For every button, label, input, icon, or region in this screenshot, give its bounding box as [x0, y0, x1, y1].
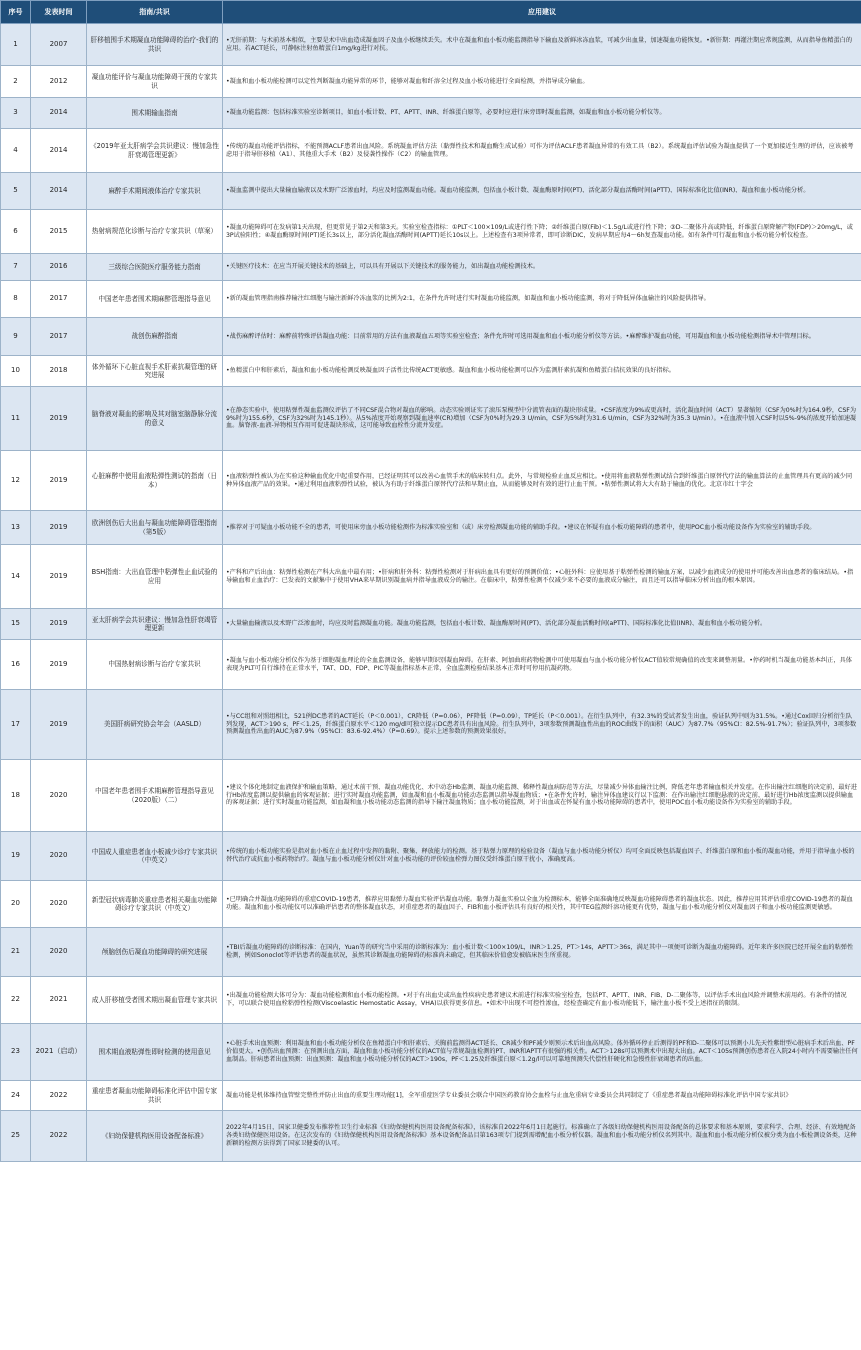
- table-row: [1, 387, 861, 451]
- row-recommendation: •凝血功能监测：包括标准实验室诊断项目，如血小板计数、PT、APTT、INR、纤维蛋白原等，必要时应进行床旁即时凝血监测，如凝血和血小板功能分析仪等。: [223, 98, 861, 129]
- table-row: [1, 129, 861, 173]
- row-guideline-title: 围术期输血指南: [87, 98, 223, 129]
- row-guideline-title: 中国老年患者围手术期麻醉管理指导意见（2020版）（二）: [87, 760, 223, 832]
- row-recommendation: 凝血功能是机体维持血管壁完整性并防止出血的重要生理功能[1]，全军重症医学专业委员会联合中国医药教育协会血栓与止血危重病专业委员会共同制定了《重症患者凝血功能障碍标准化评估中国专家共识》: [223, 1081, 861, 1111]
- row-guideline-title: 美国肝病研究协会年会（AASLD）: [87, 690, 223, 760]
- row-number: 16: [1, 640, 31, 690]
- row-recommendation: •凝血功能障碍可在发病第1天出现，但更常见于第2天和第3天。实验室检查指标：①PLT＜100×109/L或进行性下降；②纤维蛋白原(Fib)＜1.5g/L或进行性下降；③D-二聚体升高或降低，纤维蛋白原降解产物(FDP)＞20mg/L，或3P试验阳性；④凝血酶原时间(PT)延长3s以上，部分活化凝血活酶时间(APTT)延长10s以上。上述检查有3项异常者，即可诊断DIC，发病早期应每4～6h复查凝血功能。如有条件可行凝血和血小板功能分析仪检查。: [223, 210, 861, 254]
- row-number: 8: [1, 281, 31, 318]
- row-guideline-title: 围术期血液粘弹性即时检测的使用意见: [87, 1024, 223, 1081]
- row-number: 12: [1, 451, 31, 511]
- table-row: [1, 1111, 861, 1162]
- row-recommendation: •关键医疗技术：在应当开展关键技术的基础上，可以具有开展以下关键技术的服务能力，如出凝血功能检测技术。: [223, 254, 861, 281]
- row-guideline-title: 成人肝移植受者围术期出凝血管理专家共识: [87, 977, 223, 1024]
- row-number: 25: [1, 1111, 31, 1162]
- row-number: 19: [1, 832, 31, 881]
- row-number: 10: [1, 356, 31, 387]
- row-year: 2020: [31, 832, 87, 881]
- row-guideline-title: 体外循环下心脏直视手术肝素抗凝管理的研究进展: [87, 356, 223, 387]
- row-year: 2019: [31, 451, 87, 511]
- row-year: 2022: [31, 1111, 87, 1162]
- row-year: 2015: [31, 210, 87, 254]
- row-number: 1: [1, 24, 31, 66]
- table-row: [1, 545, 861, 609]
- header-number: 序号: [1, 1, 31, 24]
- table-row: [1, 977, 861, 1024]
- row-number: 11: [1, 387, 31, 451]
- row-recommendation: •建议个体化地制定血液保护和输血策略，通过术前干预、凝血功能优化、术中动态Hb监测、凝血功能监测、稀释性凝血病防范等方法，尽量减少异体血输注比例，降低老年患者输血相关并发症。在作出输注红细胞的决定前，最好进行Hb浓度监测以提供输血的客观证据；进行实时凝血功能监测，如血凝和血小板凝血功能动态监测以指导凝血物质；•在条件允许时，输注异体血建议行以下监测：在作出输注红细胞悬液的决定前，最好进行Hb浓度监测以提供输血的客观证据；进行实时凝血功能监测，如血凝和血小板功能动态监测的指导下输注凝血物质；血小板功能监测，对于出血或在怀疑有血小板功能障碍的患者中，使用POC血小板功能设备作为实验室的辅助手段。: [223, 760, 861, 832]
- row-number: 17: [1, 690, 31, 760]
- row-year: 2019: [31, 609, 87, 640]
- table-row: [1, 210, 861, 254]
- row-guideline-title: 中国热射病诊断与治疗专家共识: [87, 640, 223, 690]
- table-row: [1, 832, 861, 881]
- row-number: 15: [1, 609, 31, 640]
- table-row: [1, 318, 861, 356]
- row-recommendation: •与CC组和对照组相比，521例DC患者的ACT延长（P＜0.001），CR降低（P=0.06），PF降低（P=0.09），TP延长（P＜0.001）。在衍生队列中，有32.3%的受试者发生出血，验证队列中则为31.5%。•通过Cox回归分析衍生队列发现，ACT＞190 s、PF＜1.25，纤维蛋白原水平＜120 mg/dl可独立提示DC患者具有出血风险。衍生队列中，3项参数预测凝血性出血的ROC曲线下的面积（AUC）为87.7%（95%CI：82.5%-91.7%）；验证队列中，3项参数预测凝血性出血的AUC为87.9%（95%CI：83.6-92.4%）（P=0.69）。提示上述参数的预测效果很好。: [223, 690, 861, 760]
- row-guideline-title: 中国成人重症患者血小板减少诊疗专家共识（中英文）: [87, 832, 223, 881]
- row-guideline-title: 热射病规范化诊断与治疗专家共识（草案）: [87, 210, 223, 254]
- row-year: 2019: [31, 511, 87, 545]
- table-row: [1, 356, 861, 387]
- row-number: 18: [1, 760, 31, 832]
- row-year: 2020: [31, 760, 87, 832]
- table-row: [1, 640, 861, 690]
- row-guideline-title: 颅脑创伤后凝血功能障碍的研究进展: [87, 928, 223, 977]
- row-guideline-title: 战创伤麻醉指南: [87, 318, 223, 356]
- row-year: 2019: [31, 387, 87, 451]
- row-guideline-title: 麻醉手术期间液体治疗专家共识: [87, 173, 223, 210]
- row-number: 21: [1, 928, 31, 977]
- header-recommendation: 应用建议: [223, 1, 861, 24]
- row-recommendation: •凝血监测中提出大量输血输液以及术野广泛渗血时，均应及时监测凝血功能。凝血功能监测，包括血小板计数、凝血酶原时间(PT)、活化部分凝血活酶时间(aPTT)、国际标准化比值(INR)、凝血和血小板功能分析。: [223, 173, 861, 210]
- table-row: [1, 1024, 861, 1081]
- row-year: 2014: [31, 173, 87, 210]
- table-row: [1, 66, 861, 98]
- row-year: 2021（启动）: [31, 1024, 87, 1081]
- row-guideline-title: 《2019年亚太肝病学会共识建议：慢加急性肝衰竭管理更新》: [87, 129, 223, 173]
- row-recommendation: •传统的血小板功能实验是指对血小板在止血过程中发挥的黏附、聚集、释放能力的检测。基于粘弹力原理的检验设备（凝血与血小板功能分析仪）均可全面反映包括凝血因子、纤维蛋白原和血小板的凝血功能，并用于指导血小板的替代治疗或抗血小板药物治疗。凝血与血小板功能分析仪针对血小板功能的评价较血栓弹力图仪受纤维蛋白原干扰小，准确度高。: [223, 832, 861, 881]
- row-recommendation: •推荐对于可疑血小板功能不全的患者，可使用床旁血小板功能检测作为标准实验室和（或）床旁检测凝血功能的辅助手段。•建议在怀疑有血小板功能障碍的患者中，使用POC血小板功能设备作为实验室的辅助手段。: [223, 511, 861, 545]
- row-year: 2018: [31, 356, 87, 387]
- row-number: 7: [1, 254, 31, 281]
- row-number: 9: [1, 318, 31, 356]
- row-guideline-title: 新型冠状病毒肺炎重症患者相关凝血功能障碍诊疗专家共识（中英文）: [87, 881, 223, 928]
- row-number: 23: [1, 1024, 31, 1081]
- row-year: 2021: [31, 977, 87, 1024]
- row-number: 6: [1, 210, 31, 254]
- row-recommendation: •在静态实验中，使用粘弹性凝血监测仪评估了不同CSF混合物对凝血的影响。动态实验则证实了滚压泵模型中分流管表面的凝块形成量。•CSF浓度为9%或更高时，活化凝血时间（ACT）显著缩短（CSF为0%时为164.9秒，CSF为9%时为155.6秒，CSF为32%时为145.1秒）。从5%浓度开始观察到凝血速率(CR)增加（CSF为0%时为29.3 U/min，CSF为5%时为31.6 U/min，CSF为32%时为35.3 U/min）。•在血液中加入CSF时以5%-9%的浓度开始加速凝血。脑脊液-血液-异物相互作用可促进凝块形成，这可能导致血栓性分流并发症。: [223, 387, 861, 451]
- row-year: 2019: [31, 640, 87, 690]
- row-recommendation: 2022年4月15日，国家卫健委发布推荐性卫生行业标准《妇幼保健机构医用设备配备标准》，该标准自2022年6月1日起施行。标准确立了各级妇幼保健机构医用设备配备的总体要求和基本原则，要求科学、合理、经济、有效地配备各类妇幼保健医用设备。在这次发布的《妇幼保健机构医用设备配备标准》基本设备配备品目第163项专门提到需增配血小板分析仪器。凝血和血小板功能分析仪名列其中。凝血和血小板功能分析仪被分类为血小板检测设备类，这种新颖的检测方法得到了国家卫健委的认可。: [223, 1111, 861, 1162]
- row-year: 2020: [31, 928, 87, 977]
- table-row: [1, 451, 861, 511]
- table-row: [1, 281, 861, 318]
- row-year: 2019: [31, 545, 87, 609]
- row-guideline-title: 凝血功能评价与凝血功能障碍干预的专家共识: [87, 66, 223, 98]
- row-recommendation: •心脏手术出血预测：利用凝血和血小板功能分析仪在鱼精蛋白中和肝素后、关胸前监测得ACT延长、CR减少和PF减少则预示术后出血高风险。体外循环停止后测得的PF和D-二聚体可以预测小儿先天性紫绀型心脏病手术后出血、PF价值更大。•创伤出血预测：在预测出血方面，凝血和血小板功能分析仪的ACT值与常规凝血检测的PT、INR和APTT有很强的相关性。ACT＞128s可以预测术中出现大出血。ACT＜105s预测创伤患者在入院24小时内不需要输注任何血制品。肝病患者出血预测：出血预测：凝血和血小板功能分析仪的ACT＞190s，PF＜1.25及纤维蛋白原＜1.2g/l可以可靠地预测失代偿性肝硬化和急慢性肝衰竭患者的出血。: [223, 1024, 861, 1081]
- row-number: 3: [1, 98, 31, 129]
- row-year: 2017: [31, 318, 87, 356]
- row-year: 2014: [31, 129, 87, 173]
- table-row: [1, 881, 861, 928]
- row-recommendation: •战伤麻醉评估时：麻醉前特殊评估凝血功能：目前常用的方法有血液凝血五项等实验室检查；条件允许时可选用凝血和血小板功能分析仪等方法。•麻醉维护凝血功能，可用凝血和血小板功能检测指导术中管理目标。: [223, 318, 861, 356]
- row-year: 2014: [31, 98, 87, 129]
- row-recommendation: •TBI后凝血功能障碍的诊断标准：在国内，Yuan等的研究当中采用的诊断标准为：血小板计数＜100×109/L，INR＞1.25，PT＞14s，APTT＞36s，满足其中一项便可诊断为凝血功能障碍。近年来许多医院已经开展全血的粘弹性检测，例如Sonoclot等评估患者的凝血状况，虽然其诊断凝血功能障碍的标准尚未确定，但其临床价值愈发被临床医生所重视。: [223, 928, 861, 977]
- row-recommendation: •新的凝血管理指南推荐输注红细胞与输注新鲜冷冻血浆的比例为2:1，在条件允许时进行实时凝血功能监测，如凝血和血小板功能监测，将对于降低异体血输注的风险提供指导。: [223, 281, 861, 318]
- row-guideline-title: 欧洲创伤后大出血与凝血功能障碍管理指南（第5版）: [87, 511, 223, 545]
- table-row: [1, 760, 861, 832]
- header-year: 发表时间: [31, 1, 87, 24]
- row-recommendation: •大量输血输液以及术野广泛渗血时，均应及时监测凝血功能。凝血功能监测，包括血小板计数、凝血酶原时间(PT)、活化部分凝血活酶时间(aPTT)、国际标准化比值(INR)、凝血和血小板功能分析。: [223, 609, 861, 640]
- row-year: 2012: [31, 66, 87, 98]
- header-row: [1, 1, 861, 24]
- row-guideline-title: 肝移植围手术期凝血功能障碍的治疗-我们的共识: [87, 24, 223, 66]
- table-row: [1, 609, 861, 640]
- table-row: [1, 98, 861, 129]
- row-year: 2016: [31, 254, 87, 281]
- row-guideline-title: BSH指南：大出血管理中粘弹性止血试验的应用: [87, 545, 223, 609]
- row-number: 22: [1, 977, 31, 1024]
- row-number: 24: [1, 1081, 31, 1111]
- table-row: [1, 928, 861, 977]
- row-year: 2019: [31, 690, 87, 760]
- table-row: [1, 24, 861, 66]
- row-guideline-title: 《妇幼保健机构医用设备配备标准》: [87, 1111, 223, 1162]
- table-body: [1, 24, 861, 1162]
- row-recommendation: •鱼精蛋白中和肝素后，凝血和血小板功能检测反映凝血因子活性比传统ACT更敏感。凝血和血小板功能检测可以作为监测肝素抗凝和鱼精蛋白拮抗效果的良好指标。: [223, 356, 861, 387]
- row-guideline-title: 三级综合医院医疗服务能力指南: [87, 254, 223, 281]
- row-year: 2020: [31, 881, 87, 928]
- row-number: 14: [1, 545, 31, 609]
- row-guideline-title: 中国老年患者围术期麻醉管理指导意见: [87, 281, 223, 318]
- row-recommendation: •无肝前期：与术前基本相似，主要是术中出血造成凝血因子及血小板继续丢失。术中在凝血和血小板功能监测指导下输血及新鲜冰冻血浆，可减少出血量，加速凝血功能恢复。•新肝期：再灌注期应常规监测，从而指导鱼精蛋白的应用。若ACT延长，可静脉注射鱼精蛋白1mg/kg进行对抗。: [223, 24, 861, 66]
- row-recommendation: •传统的凝血功能评估指标，不能预测ACLF患者出血风险。系统凝血评估方法（黏弹性技术和凝血酶生成试验）可作为评估ACLF患者凝血异常的有效工具（B2）。系统凝血评估试验为凝血提供了一个更加接近生理的评估，应该被考虑用于指导肝移植（A1）、其他重大手术（B2）及侵袭性操作（C2）的输血管理。: [223, 129, 861, 173]
- row-recommendation: •出凝血功能检测大体可分为：凝血功能检测和血小板功能检测。•对于有出血史或出血性疾病史患者建议术前进行标准实验室检查，包括PT、APTT、INR、FIB、D-二聚体等，以评估手术出血风险并调整术前用药。有条件的情况下，可以联合使用血栓粘弹性检测(Viscoelastic Hemostatic Assay，VHA)以获得更多信息。•如术中出现不可控性渗血，经检查确定有血小板功能低下，输注血小板不受上述指征的限制。: [223, 977, 861, 1024]
- table-row: [1, 254, 861, 281]
- row-number: 5: [1, 173, 31, 210]
- table-row: [1, 1081, 861, 1111]
- row-number: 13: [1, 511, 31, 545]
- row-number: 4: [1, 129, 31, 173]
- row-guideline-title: 亚太肝病学会共识建议：慢加急性肝衰竭管理更新: [87, 609, 223, 640]
- header-guideline: 指南/共识: [87, 1, 223, 24]
- row-year: 2007: [31, 24, 87, 66]
- row-number: 2: [1, 66, 31, 98]
- row-guideline-title: 重症患者凝血功能障碍标准化评估中国专家共识: [87, 1081, 223, 1111]
- row-year: 2017: [31, 281, 87, 318]
- row-guideline-title: 脑脊液对凝血的影响及其对脑室脑静脉分流的意义: [87, 387, 223, 451]
- row-year: 2022: [31, 1081, 87, 1111]
- table-row: [1, 511, 861, 545]
- row-guideline-title: 心脏麻醉中使用血液粘弹性测试的指南（日本）: [87, 451, 223, 511]
- row-recommendation: •血液粘弹性被认为在实验这种输血优化中起重要作用，已经证明其可以改善心血管手术的临床转归点。此外，与常规检验止血反应相比。•使用将血液粘弹性测试结合到纤维蛋白原替代疗法的输血算法的止血管理具有更高的减少同种异体血液产品的效果。•通过利用血液粘弹性试验，被认为有助于纤维蛋白原替代疗法和早期止血，从而能够及时有效的进行止血干预。•粘弹性测试将大大有助于输血的优化。北京市红十字会: [223, 451, 861, 511]
- row-recommendation: •产科和产后出血：粘弹性检测在产科大出血中最有用；•肝病和肝外科：粘弹性检测对于肝病出血具有更好的预测价值；•心脏外科：应使用基于粘弹性检测的输血方案，以减少血液成分的使用并可能改善出血患者的临床结局。•指导输血和止血治疗：已发表的文献集中于使用VHA来早期识别凝血病并指导血液成分的输注。在临床中，粘弹性检测不仅减少来不必要的血液成分输注，而且还可以指导临床分析出血的根本原因。: [223, 545, 861, 609]
- table-row: [1, 173, 861, 210]
- table-row: [1, 690, 861, 760]
- row-number: 20: [1, 881, 31, 928]
- row-recommendation: •凝血与血小板功能分析仪作为基于细胞凝血理论的全血监测设备，能够早期识别凝血障碍。在肝素、阿加曲班药物检测中可使用凝血与血小板功能分析仪ACT值较常规确值的改变来调整剂量。•停药时机当凝血功能基本纠正，具体表现为PLT可自行维持在正常水平，TAT、DD、FDP、PIC等凝血指标基本正常，全血监测检验结果基本正常时可停用抗凝药物。: [223, 640, 861, 690]
- row-recommendation: •已明确合并凝血功能障碍的重症COVID-19患者，推荐应用黏弹力凝血实验评估凝血功能。黏弹力凝血实验以全血为检测标本，能够全面准确地反映凝血功能障碍患者的凝血状态。因此，推荐应用其评估重症COVID-19患者的凝血功能。凝血和血小板功能仪可以准确评估患者的整体凝血状态，对重症患者的凝血因子、FIB和血小板评估具有良好的相关性，其中TEG监测纤溶功能更有优势，凝血与血小板功能分析仪对凝血因子和血小板功能监测更敏感。: [223, 881, 861, 928]
- row-recommendation: •凝血和血小板功能检测可以定性判断凝血功能异常的环节，能够对凝血和纤溶全过程及血小板功能进行全面检测，并指导成分输血。: [223, 66, 861, 98]
